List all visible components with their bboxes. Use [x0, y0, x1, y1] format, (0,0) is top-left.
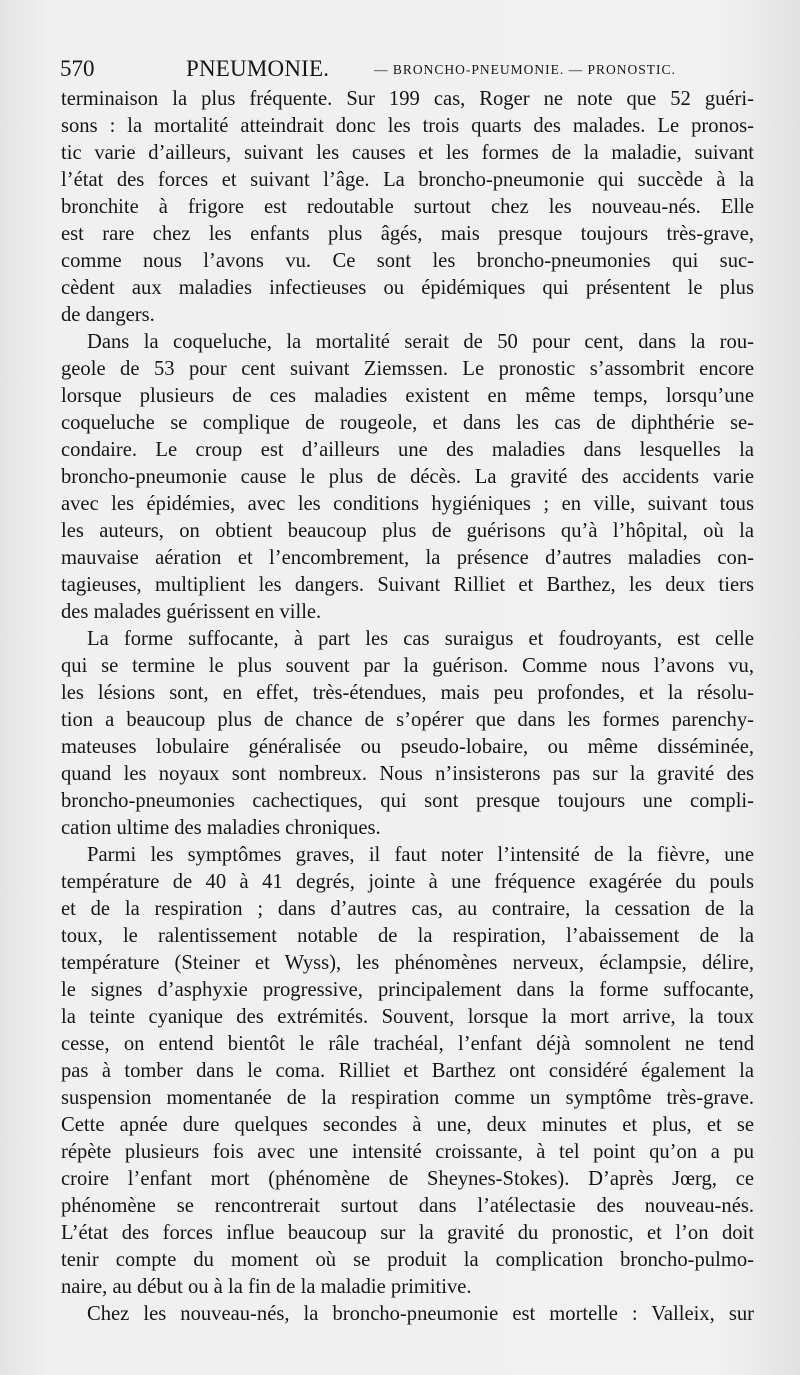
- text-line: mauvaise aération et l’encombrement, la présence d’autres maladies con-: [61, 547, 754, 569]
- text-line: lorsque plusieurs de ces maladies existent en même temps, lorsqu’une: [61, 385, 754, 407]
- text-line: répète plusieurs fois avec une intensité croissante, à tel point qu’on a pu: [61, 1141, 754, 1163]
- text-line: geole de 53 pour cent suivant Ziemssen. Le pronostic s’assombrit encore: [61, 358, 754, 380]
- text-line: L’état des forces influe beaucoup sur la gravité du pronostic, et l’on doit: [61, 1222, 754, 1244]
- paragraph-start-line: Chez les nouveau-nés, la broncho-pneumonie est mortelle : Valleix, sur: [87, 1303, 754, 1325]
- text-line: tenir compte du moment où se produit la complication broncho-pulmo-: [61, 1249, 754, 1271]
- text-line: cèdent aux maladies infectieuses ou épidémiques qui présentent le plus: [61, 277, 754, 299]
- text-line: les auteurs, on obtient beaucoup plus de guérisons qu’à l’hôpital, où la: [61, 520, 754, 542]
- text-line: broncho-pneumonies cachectiques, qui sont presque toujours une compli-: [61, 790, 754, 812]
- running-header: [60, 56, 760, 86]
- text-line: les lésions sont, en effet, très-étendues, mais peu profondes, et la résolu-: [61, 682, 754, 704]
- text-line: coqueluche se complique de rougeole, et dans les cas de diphthérie se-: [61, 412, 754, 434]
- text-line: tion a beaucoup plus de chance de s’opérer que dans les formes parenchy-: [61, 709, 754, 731]
- text-line: broncho-pneumonie cause le plus de décès. La gravité des accidents varie: [61, 466, 754, 488]
- text-line: mateuses lobulaire généralisée ou pseudo-lobaire, ou même disséminée,: [61, 736, 754, 758]
- text-line: Cette apnée dure quelques secondes à une, deux minutes et plus, et se: [61, 1114, 754, 1136]
- text-line: suspension momentanée de la respiration comme un symptôme très-grave.: [61, 1087, 754, 1109]
- text-line: tic varie d’ailleurs, suivant les causes et les formes de la maladie, suivant: [61, 142, 754, 164]
- text-line: l’état des forces et suivant l’âge. La broncho-pneumonie qui succède à la: [61, 169, 754, 191]
- paragraph-end-line: de dangers.: [61, 304, 155, 326]
- text-line: est rare chez les enfants plus âgés, mais presque toujours très-grave,: [61, 223, 754, 245]
- text-line: pas à tomber dans le coma. Rilliet et Barthez ont considéré également la: [61, 1060, 754, 1082]
- paragraph-start-line: Dans la coqueluche, la mortalité serait de 50 pour cent, dans la rou-: [87, 331, 754, 353]
- text-line: quand les noyaux sont nombreux. Nous n’insisterons pas sur la gravité des: [61, 763, 754, 785]
- paragraph-start-line: La forme suffocante, à part les cas suraigus et foudroyants, est celle: [87, 628, 754, 650]
- text-line: tagieuses, multiplient les dangers. Suivant Rilliet et Barthez, les deux tiers: [61, 574, 754, 596]
- text-line: condaire. Le croup est d’ailleurs une des maladies dans lesquelles la: [61, 439, 754, 461]
- text-line: qui se termine le plus souvent par la guérison. Comme nous l’avons vu,: [61, 655, 754, 677]
- text-line: température de 40 à 41 degrés, jointe à une fréquence exagérée du pouls: [61, 871, 754, 893]
- text-line: la teinte cyanique des extrémités. Souvent, lorsque la mort arrive, la toux: [61, 1006, 754, 1028]
- text-line: et de la respiration ; dans d’autres cas, au contraire, la cessation de la: [61, 898, 754, 920]
- text-line: terminaison la plus fréquente. Sur 199 cas, Roger ne note que 52 guéri-: [61, 88, 754, 110]
- body-text: [61, 86, 754, 1328]
- text-line: comme nous l’avons vu. Ce sont les broncho-pneumonies qui suc-: [61, 250, 754, 272]
- paragraph-end-line: cation ultime des maladies chroniques.: [61, 817, 381, 839]
- section-subtitle: — BRONCHO-PNEUMONIE. — PRONOSTIC.: [374, 62, 676, 77]
- paragraph-start-line: Parmi les symptômes graves, il faut noter l’intensité de la fièvre, une: [87, 844, 754, 866]
- page-number: 570: [60, 56, 95, 81]
- text-line: sons : la mortalité atteindrait donc les trois quarts des malades. Le pronos-: [61, 115, 754, 137]
- paragraph-end-line: naire, au début ou à la fin de la maladie primitive.: [61, 1276, 472, 1298]
- text-line: croire l’enfant mort (phénomène de Sheynes-Stokes). D’après Jœrg, ce: [61, 1168, 754, 1190]
- text-line: toux, le ralentissement notable de la respiration, l’abaissement de la: [61, 925, 754, 947]
- text-line: bronchite à frigore est redoutable surtout chez les nouveau-nés. Elle: [61, 196, 754, 218]
- paragraph-end-line: des malades guérissent en ville.: [61, 601, 322, 623]
- text-line: avec les épidémies, avec les conditions hygiéniques ; en ville, suivant tous: [61, 493, 754, 515]
- text-line: cesse, on entend bientôt le râle trachéal, l’enfant déjà somnolent ne tend: [61, 1033, 754, 1055]
- text-line: température (Steiner et Wyss), les phénomènes nerveux, éclampsie, délire,: [61, 952, 754, 974]
- text-line: le signes d’asphyxie progressive, principalement dans la forme suffocante,: [61, 979, 754, 1001]
- chapter-title: PNEUMONIE.: [186, 56, 330, 81]
- text-line: phénomène se rencontrerait surtout dans l’atélectasie des nouveau-nés.: [61, 1195, 754, 1217]
